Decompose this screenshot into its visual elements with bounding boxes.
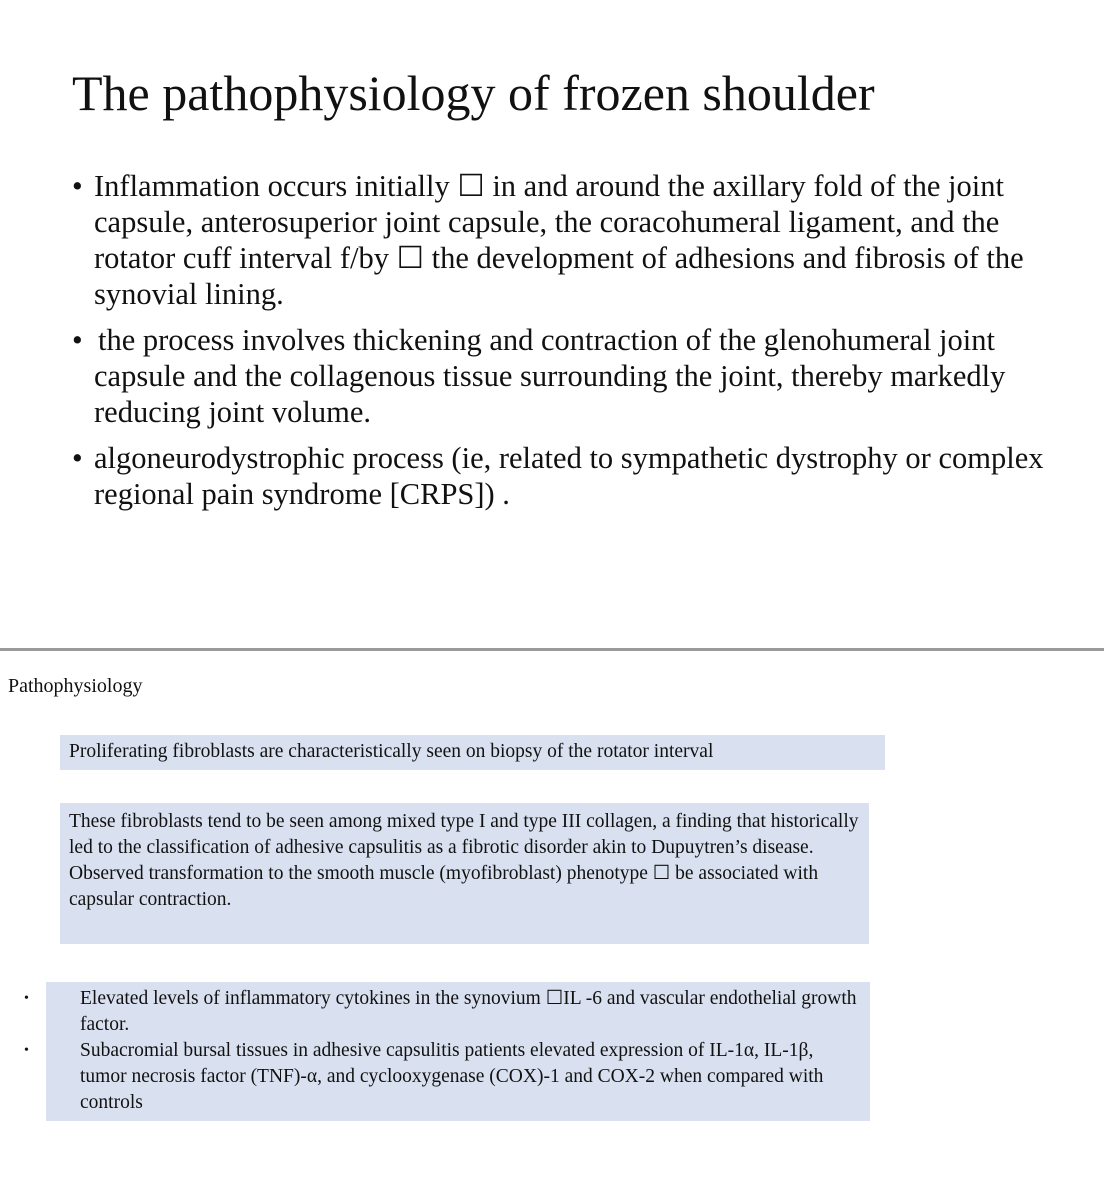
bullet-dot: •	[24, 991, 29, 1006]
bullet-text: the process involves thickening and contraction of the glenohumeral joint capsule and the collagenous tissue surrounding the joint, thereby markedly reducing joint volume.	[94, 323, 1006, 429]
bullet-dot: •	[72, 323, 83, 357]
text-box-collagen	[60, 803, 869, 944]
box-paragraph: Observed transformation to the smooth muscle (myofibroblast) phenotype ☐ be associated with capsular contraction.	[69, 863, 819, 910]
list-item-text: Elevated levels of inflammatory cytokines in the synovium ☐IL -6 and vascular endothelial growth factor.	[80, 988, 857, 1035]
list-item-text: Subacromial bursal tissues in adhesive capsulitis patients elevated expression of IL-1α, IL-1β, tumor necrosis factor (TNF)-α, and cyclooxygenase (COX)-1 and COX-2 when compared with controls	[80, 1040, 824, 1113]
bullet-dot: •	[72, 441, 83, 475]
section-heading: Pathophysiology	[8, 675, 143, 697]
bullet-text: Inflammation occurs initially ☐ in and around the axillary fold of the joint capsule, anterosuperior joint capsule, the coracohumeral ligament, and the rotator cuff interval f/by ☐ the development of adhesions and fibrosis of the synovial lining.	[94, 169, 1024, 311]
bullet-dot: •	[24, 1043, 29, 1058]
text-box-cytokines	[24, 982, 870, 1121]
bullet-item	[72, 322, 1072, 430]
box-paragraph: These fibroblasts tend to be seen among mixed type I and type III collagen, a finding that historically led to the classification of adhesive capsulitis as a fibrotic disorder akin to Dupuytren’s disease.	[69, 811, 859, 858]
text-box-fibroblasts: Proliferating fibroblasts are characteristically seen on biopsy of the rotator interval	[60, 735, 885, 770]
bullet-item	[72, 168, 1072, 312]
bullet-dot: •	[72, 169, 83, 203]
list-item	[24, 986, 860, 1038]
bullet-text: algoneurodystrophic process (ie, related to sympathetic dystrophy or complex regional pain syndrome [CRPS]) .	[94, 441, 1044, 511]
slide-title: The pathophysiology of frozen shoulder	[72, 65, 875, 121]
list-item	[24, 1038, 860, 1116]
slide-divider	[0, 648, 1104, 651]
bullet-item	[72, 440, 1072, 512]
bullet-list	[72, 168, 1072, 522]
